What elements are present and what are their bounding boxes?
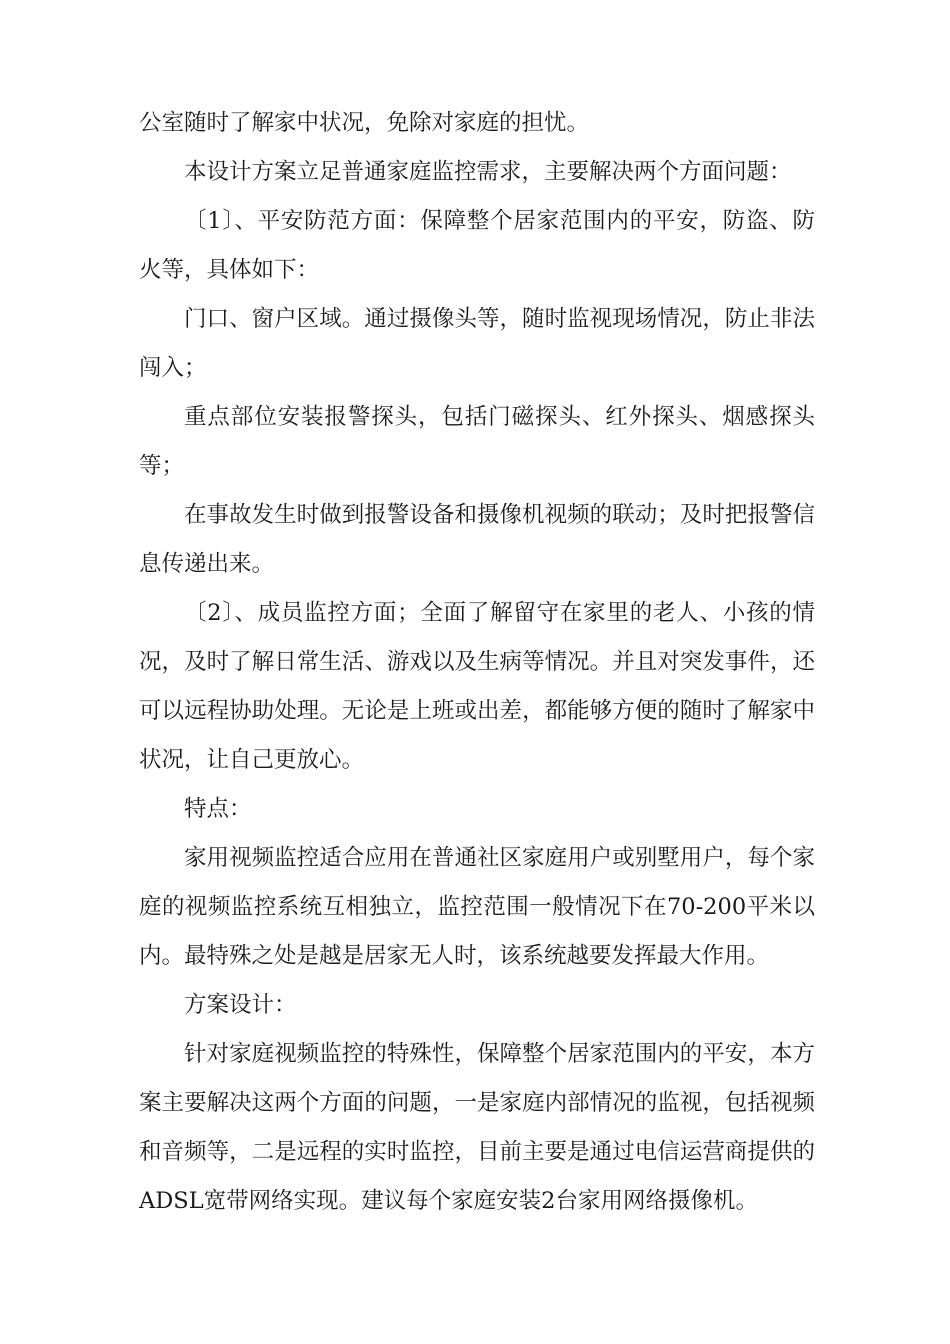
paragraph-member-monitoring: 〔2〕、成员监控方面；全面了解留守在家里的老人、小孩的情况，及时了解日常生活、游戏以及生病等情况。并且对突发事件，还可以远程协助处理。无论是上班或出差，都能够方便的随时了解家中状况，让自己更放心。: [139, 600, 815, 773]
paragraph-linkage: 在事故发生时做到报警设备和摄像机视频的联动；及时把报警信息传递出来。: [139, 502, 815, 577]
paragraph-scheme-design: 针对家庭视频监控的特殊性，保障整个居家范围内的平安，本方案主要解决这两个方面的问题，一是家庭内部情况的监视，包括视频和音频等，二是远程的实时监控，目前主要是通过电信运营商提供的ADSL宽带网络实现。建议每个家庭安装2台家用网络摄像机。: [139, 1041, 815, 1214]
paragraph-alarm-probes: 重点部位安装报警探头，包括门磁探头、红外探头、烟感探头等；: [139, 404, 815, 479]
paragraph-intro: 本设计方案立足普通家庭监控需求，主要解决两个方面问题：: [184, 159, 792, 185]
paragraph-safety-heading: 〔1〕、平安防范方面：保障整个居家范围内的平安，防盗、防火等，具体如下：: [139, 208, 815, 283]
heading-features: 特点：: [184, 796, 252, 822]
paragraph-doors-windows: 门口、窗户区域。通过摄像头等，随时监视现场情况，防止非法闯入；: [139, 306, 815, 381]
heading-scheme-design: 方案设计：: [184, 992, 297, 1018]
paragraph-features: 家用视频监控适合应用在普通社区家庭用户或别墅用户，每个家庭的视频监控系统互相独立，监控范围一般情况下在70-200平米以内。最特殊之处是越是居家无人时，该系统越要发挥最大作用。: [139, 845, 815, 969]
paragraph-continuation: 公室随时了解家中状况，免除对家庭的担忧。: [139, 110, 590, 136]
document-body: [139, 99, 815, 1226]
